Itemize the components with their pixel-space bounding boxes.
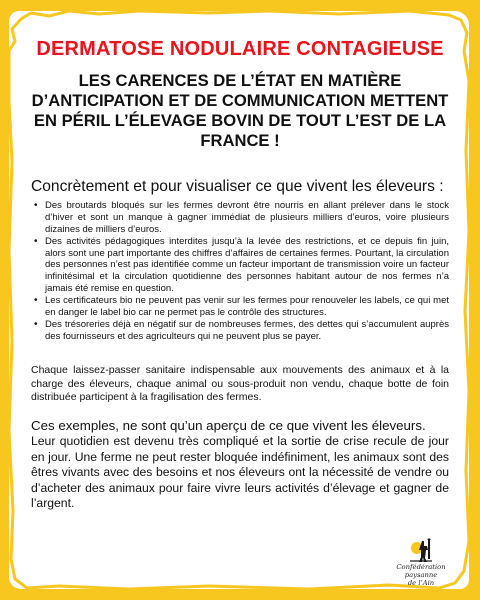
logo-subname: de l’Ain xyxy=(407,579,435,587)
list-item: • Des activités pédagogiques interdites jusqu’à la levée des restrictions, et ce depuis fin juin, alors sont une part importante des chiffres d’affaires de certaines fermes. Pourtant, la circulation des personnes n’est pas identifiée comme un facteur important de transmission voire un facteur infinitésimal et la circulation quotidienne des personnes habitant autour de nos fermes n’a jamais été remise en question. xyxy=(45,236,449,295)
organization-logo xyxy=(381,537,461,587)
logo-name: Confédération paysanne xyxy=(396,563,446,579)
page-subtitle: LES CARENCES DE L’ÉTAT EN MATIÈRE D’ANTICIPATION ET DE COMMUNICATION METTENT EN PÉRIL L’ÉLEVAGE BOVIN DE TOUT L’EST DE LA FRANCE ! xyxy=(31,71,449,150)
impact-list xyxy=(31,200,449,343)
conclusion-lead: Ces exemples, ne sont qu’un aperçu de ce que vivent les éleveurs. xyxy=(31,417,426,433)
farmer-sun-icon xyxy=(408,537,434,563)
list-item: • Les certificateurs bio ne peuvent pas venir sur les fermes pour renouveler les labels, ce qui met en danger le label bio car ne permet pas le contrôle des structures. xyxy=(45,295,449,319)
flyer-sheet xyxy=(9,11,469,589)
paragraph-text: Chaque laissez-passer sanitaire indispensable aux mouvements des animaux et à la charge des éleveurs, chaque animal ou sous-produit non vendu, chaque botte de foin distribuée participent à la fragilisation des fermes. xyxy=(31,364,449,404)
list-item: • Des broutards bloqués sur les fermes devront être nourris en allant prélever dans le stock d’hiver et sont un manque à gagner immédiat de plusieurs milliers d’euros, voire plusieurs dizaines de milliers d’euros. xyxy=(45,200,449,235)
intro-text: Concrètement et pour visualiser ce que vivent les éleveurs : xyxy=(31,178,444,195)
conclusion-body: Leur quotidien est devenu très compliqué et la sortie de crise recule de jour en jour. Une ferme ne peut rester bloquée indéfiniment, les animaux sont des êtres vivants avec des besoins et nos éleveurs ont la nécessité de vendre ou d’acheter des animaux pour faire vivre leurs activités d’élevage et gagner de l’argent. xyxy=(31,434,449,511)
list-item: • Des trésoreries déjà en négatif sur de nombreuses fermes, des dettes qui s’accumulent auprès des fournisseurs et des agriculteurs qui ne peuvent plus se payer. xyxy=(45,319,449,343)
page-title: DERMATOSE NODULAIRE CONTAGIEUSE xyxy=(36,38,444,60)
